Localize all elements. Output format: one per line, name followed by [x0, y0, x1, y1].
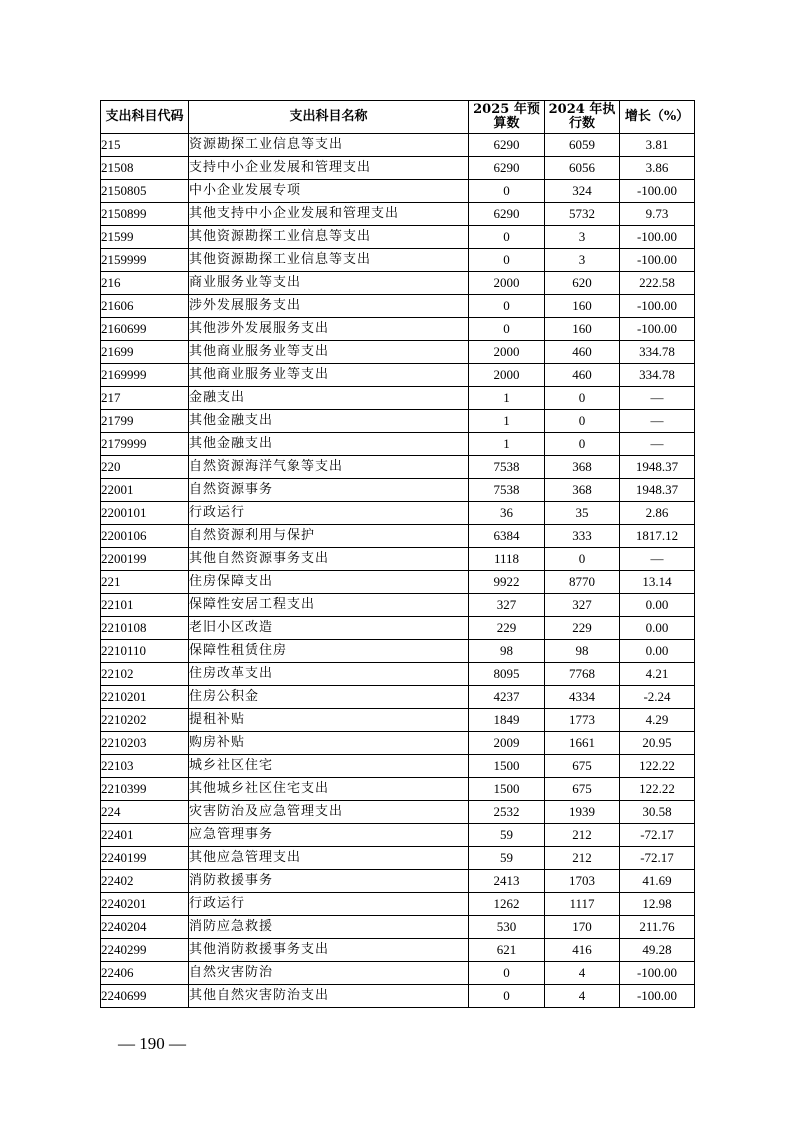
row-budget-2025-cell: 6290 [469, 157, 545, 180]
row-growth-cell: 211.76 [620, 916, 695, 939]
table-row [101, 778, 695, 801]
row-code-cell: 2160699 [101, 318, 189, 341]
table-row [101, 939, 695, 962]
row-name-cell: 购房补贴 [189, 732, 469, 755]
row-actual-2024-cell: 460 [545, 364, 620, 387]
table-row [101, 502, 695, 525]
table-row [101, 847, 695, 870]
row-name-cell: 其他金融支出 [189, 410, 469, 433]
row-growth-cell: 3.81 [620, 134, 695, 157]
row-budget-2025-cell: 6290 [469, 203, 545, 226]
table-row [101, 295, 695, 318]
row-actual-2024-cell: 368 [545, 456, 620, 479]
row-budget-2025-cell: 0 [469, 226, 545, 249]
row-name-cell: 提租补贴 [189, 709, 469, 732]
row-actual-2024-cell: 6056 [545, 157, 620, 180]
row-growth-cell: 122.22 [620, 755, 695, 778]
row-growth-cell: 122.22 [620, 778, 695, 801]
row-actual-2024-cell: 620 [545, 272, 620, 295]
table-row [101, 203, 695, 226]
row-actual-2024-cell: 1703 [545, 870, 620, 893]
row-growth-cell: -72.17 [620, 824, 695, 847]
row-name-cell: 其他支持中小企业发展和管理支出 [189, 203, 469, 226]
row-budget-2025-cell: 0 [469, 962, 545, 985]
row-actual-2024-cell: 675 [545, 778, 620, 801]
row-budget-2025-cell: 1500 [469, 778, 545, 801]
row-actual-2024-cell: 229 [545, 617, 620, 640]
row-growth-cell: 222.58 [620, 272, 695, 295]
table-row [101, 755, 695, 778]
table-row [101, 157, 695, 180]
row-actual-2024-cell: 1117 [545, 893, 620, 916]
table-row [101, 709, 695, 732]
header-name: 支出科目名称 [189, 101, 469, 134]
row-code-cell: 21606 [101, 295, 189, 318]
row-actual-2024-cell: 3 [545, 226, 620, 249]
table-row [101, 387, 695, 410]
row-growth-cell: 1948.37 [620, 456, 695, 479]
table-row [101, 318, 695, 341]
row-growth-cell: 41.69 [620, 870, 695, 893]
row-growth-cell: -100.00 [620, 295, 695, 318]
table-row [101, 134, 695, 157]
table-row [101, 433, 695, 456]
row-growth-cell: 13.14 [620, 571, 695, 594]
table-row [101, 985, 695, 1008]
table-row [101, 663, 695, 686]
row-code-cell: 2169999 [101, 364, 189, 387]
table-body [101, 134, 695, 1008]
row-growth-cell: — [620, 387, 695, 410]
row-budget-2025-cell: 36 [469, 502, 545, 525]
row-actual-2024-cell: 460 [545, 341, 620, 364]
row-actual-2024-cell: 7768 [545, 663, 620, 686]
row-growth-cell: -100.00 [620, 180, 695, 203]
row-code-cell: 224 [101, 801, 189, 824]
table-row [101, 249, 695, 272]
row-budget-2025-cell: 2000 [469, 341, 545, 364]
row-code-cell: 217 [101, 387, 189, 410]
row-growth-cell: 49.28 [620, 939, 695, 962]
row-actual-2024-cell: 0 [545, 410, 620, 433]
table-row [101, 341, 695, 364]
row-growth-cell: 2.86 [620, 502, 695, 525]
table-row [101, 548, 695, 571]
table-row [101, 640, 695, 663]
table-row [101, 893, 695, 916]
row-code-cell: 2159999 [101, 249, 189, 272]
table-row [101, 870, 695, 893]
table-row [101, 732, 695, 755]
row-actual-2024-cell: 324 [545, 180, 620, 203]
row-budget-2025-cell: 7538 [469, 456, 545, 479]
row-budget-2025-cell: 1 [469, 433, 545, 456]
header-code: 支出科目代码 [101, 101, 189, 134]
row-growth-cell: 1817.12 [620, 525, 695, 548]
row-code-cell: 22102 [101, 663, 189, 686]
row-actual-2024-cell: 416 [545, 939, 620, 962]
row-name-cell: 自然资源利用与保护 [189, 525, 469, 548]
row-growth-cell: 0.00 [620, 594, 695, 617]
row-growth-cell: 3.86 [620, 157, 695, 180]
row-code-cell: 2210108 [101, 617, 189, 640]
row-code-cell: 22101 [101, 594, 189, 617]
row-name-cell: 自然资源事务 [189, 479, 469, 502]
row-budget-2025-cell: 1 [469, 410, 545, 433]
row-code-cell: 2240699 [101, 985, 189, 1008]
row-growth-cell: -100.00 [620, 985, 695, 1008]
row-budget-2025-cell: 1849 [469, 709, 545, 732]
row-actual-2024-cell: 0 [545, 548, 620, 571]
row-name-cell: 其他资源勘探工业信息等支出 [189, 249, 469, 272]
row-growth-cell: 12.98 [620, 893, 695, 916]
row-growth-cell: -100.00 [620, 226, 695, 249]
row-name-cell: 消防救援事务 [189, 870, 469, 893]
row-actual-2024-cell: 98 [545, 640, 620, 663]
row-code-cell: 22001 [101, 479, 189, 502]
row-actual-2024-cell: 212 [545, 824, 620, 847]
row-name-cell: 城乡社区住宅 [189, 755, 469, 778]
row-name-cell: 其他涉外发展服务支出 [189, 318, 469, 341]
row-growth-cell: -100.00 [620, 962, 695, 985]
header-budget-2025: 2025 年预算数 [469, 101, 545, 134]
table-row [101, 617, 695, 640]
row-budget-2025-cell: 2000 [469, 272, 545, 295]
table-row [101, 479, 695, 502]
row-name-cell: 其他资源勘探工业信息等支出 [189, 226, 469, 249]
row-name-cell: 应急管理事务 [189, 824, 469, 847]
table-row [101, 226, 695, 249]
row-actual-2024-cell: 1773 [545, 709, 620, 732]
row-budget-2025-cell: 1262 [469, 893, 545, 916]
row-budget-2025-cell: 6290 [469, 134, 545, 157]
row-actual-2024-cell: 160 [545, 295, 620, 318]
row-code-cell: 2200106 [101, 525, 189, 548]
row-actual-2024-cell: 327 [545, 594, 620, 617]
row-code-cell: 21699 [101, 341, 189, 364]
table-row [101, 364, 695, 387]
row-name-cell: 保障性安居工程支出 [189, 594, 469, 617]
row-actual-2024-cell: 4334 [545, 686, 620, 709]
row-growth-cell: -2.24 [620, 686, 695, 709]
row-budget-2025-cell: 0 [469, 249, 545, 272]
row-name-cell: 其他商业服务业等支出 [189, 364, 469, 387]
row-budget-2025-cell: 9922 [469, 571, 545, 594]
row-code-cell: 2240204 [101, 916, 189, 939]
row-growth-cell: 334.78 [620, 364, 695, 387]
row-name-cell: 自然灾害防治 [189, 962, 469, 985]
row-name-cell: 保障性租赁住房 [189, 640, 469, 663]
table-row [101, 456, 695, 479]
row-budget-2025-cell: 4237 [469, 686, 545, 709]
row-name-cell: 其他商业服务业等支出 [189, 341, 469, 364]
row-actual-2024-cell: 5732 [545, 203, 620, 226]
row-code-cell: 21599 [101, 226, 189, 249]
row-growth-cell: 0.00 [620, 617, 695, 640]
row-code-cell: 215 [101, 134, 189, 157]
row-budget-2025-cell: 0 [469, 985, 545, 1008]
row-budget-2025-cell: 1118 [469, 548, 545, 571]
row-actual-2024-cell: 368 [545, 479, 620, 502]
row-code-cell: 2150899 [101, 203, 189, 226]
row-name-cell: 老旧小区改造 [189, 617, 469, 640]
row-budget-2025-cell: 1 [469, 387, 545, 410]
row-growth-cell: -100.00 [620, 249, 695, 272]
row-code-cell: 2200101 [101, 502, 189, 525]
row-code-cell: 2179999 [101, 433, 189, 456]
row-actual-2024-cell: 4 [545, 962, 620, 985]
row-name-cell: 消防应急救援 [189, 916, 469, 939]
row-actual-2024-cell: 675 [545, 755, 620, 778]
row-growth-cell: 1948.37 [620, 479, 695, 502]
row-budget-2025-cell: 0 [469, 318, 545, 341]
row-code-cell: 2200199 [101, 548, 189, 571]
table-row [101, 180, 695, 203]
row-code-cell: 2210202 [101, 709, 189, 732]
row-code-cell: 220 [101, 456, 189, 479]
row-code-cell: 22402 [101, 870, 189, 893]
row-code-cell: 21508 [101, 157, 189, 180]
row-name-cell: 支持中小企业发展和管理支出 [189, 157, 469, 180]
row-code-cell: 2150805 [101, 180, 189, 203]
row-budget-2025-cell: 2009 [469, 732, 545, 755]
row-growth-cell: 20.95 [620, 732, 695, 755]
row-growth-cell: — [620, 548, 695, 571]
row-code-cell: 21799 [101, 410, 189, 433]
row-code-cell: 22401 [101, 824, 189, 847]
row-actual-2024-cell: 212 [545, 847, 620, 870]
table-row [101, 410, 695, 433]
row-code-cell: 2240199 [101, 847, 189, 870]
header-growth: 增长（%） [620, 101, 695, 134]
row-growth-cell: -100.00 [620, 318, 695, 341]
row-name-cell: 其他消防救援事务支出 [189, 939, 469, 962]
row-growth-cell: 334.78 [620, 341, 695, 364]
row-actual-2024-cell: 0 [545, 433, 620, 456]
row-actual-2024-cell: 8770 [545, 571, 620, 594]
row-name-cell: 其他自然资源事务支出 [189, 548, 469, 571]
table-row [101, 571, 695, 594]
row-actual-2024-cell: 1939 [545, 801, 620, 824]
table-row [101, 594, 695, 617]
row-code-cell: 2210399 [101, 778, 189, 801]
row-actual-2024-cell: 4 [545, 985, 620, 1008]
row-growth-cell: — [620, 433, 695, 456]
row-budget-2025-cell: 530 [469, 916, 545, 939]
table-header-row [101, 101, 695, 134]
row-budget-2025-cell: 6384 [469, 525, 545, 548]
row-budget-2025-cell: 7538 [469, 479, 545, 502]
row-name-cell: 资源勘探工业信息等支出 [189, 134, 469, 157]
row-name-cell: 自然资源海洋气象等支出 [189, 456, 469, 479]
table-row [101, 272, 695, 295]
table-row [101, 824, 695, 847]
row-name-cell: 行政运行 [189, 502, 469, 525]
row-name-cell: 住房改革支出 [189, 663, 469, 686]
row-budget-2025-cell: 2000 [469, 364, 545, 387]
row-name-cell: 灾害防治及应急管理支出 [189, 801, 469, 824]
page-number: — 190 — [118, 1034, 186, 1053]
row-actual-2024-cell: 3 [545, 249, 620, 272]
row-actual-2024-cell: 170 [545, 916, 620, 939]
row-growth-cell: 4.29 [620, 709, 695, 732]
row-name-cell: 住房保障支出 [189, 571, 469, 594]
row-name-cell: 商业服务业等支出 [189, 272, 469, 295]
row-name-cell: 中小企业发展专项 [189, 180, 469, 203]
table-row [101, 962, 695, 985]
table-row [101, 525, 695, 548]
row-code-cell: 216 [101, 272, 189, 295]
row-actual-2024-cell: 35 [545, 502, 620, 525]
row-name-cell: 其他应急管理支出 [189, 847, 469, 870]
budget-table [100, 100, 695, 1008]
row-name-cell: 其他金融支出 [189, 433, 469, 456]
row-code-cell: 2210203 [101, 732, 189, 755]
row-growth-cell: 4.21 [620, 663, 695, 686]
row-budget-2025-cell: 0 [469, 295, 545, 318]
row-code-cell: 22406 [101, 962, 189, 985]
header-actual-2024: 2024 年执行数 [545, 101, 620, 134]
row-code-cell: 2210201 [101, 686, 189, 709]
row-growth-cell: — [620, 410, 695, 433]
row-growth-cell: 0.00 [620, 640, 695, 663]
row-budget-2025-cell: 59 [469, 847, 545, 870]
row-actual-2024-cell: 160 [545, 318, 620, 341]
row-budget-2025-cell: 327 [469, 594, 545, 617]
row-name-cell: 其他城乡社区住宅支出 [189, 778, 469, 801]
row-name-cell: 行政运行 [189, 893, 469, 916]
row-budget-2025-cell: 2413 [469, 870, 545, 893]
row-code-cell: 2210110 [101, 640, 189, 663]
row-budget-2025-cell: 229 [469, 617, 545, 640]
row-budget-2025-cell: 2532 [469, 801, 545, 824]
row-growth-cell: 30.58 [620, 801, 695, 824]
row-name-cell: 其他自然灾害防治支出 [189, 985, 469, 1008]
row-actual-2024-cell: 333 [545, 525, 620, 548]
row-name-cell: 金融支出 [189, 387, 469, 410]
row-code-cell: 2240201 [101, 893, 189, 916]
row-budget-2025-cell: 59 [469, 824, 545, 847]
row-growth-cell: -72.17 [620, 847, 695, 870]
row-code-cell: 221 [101, 571, 189, 594]
row-actual-2024-cell: 1661 [545, 732, 620, 755]
table-row [101, 801, 695, 824]
table-row [101, 686, 695, 709]
row-code-cell: 2240299 [101, 939, 189, 962]
row-budget-2025-cell: 98 [469, 640, 545, 663]
row-budget-2025-cell: 621 [469, 939, 545, 962]
row-actual-2024-cell: 0 [545, 387, 620, 410]
row-code-cell: 22103 [101, 755, 189, 778]
row-budget-2025-cell: 8095 [469, 663, 545, 686]
row-actual-2024-cell: 6059 [545, 134, 620, 157]
table-row [101, 916, 695, 939]
row-name-cell: 住房公积金 [189, 686, 469, 709]
row-name-cell: 涉外发展服务支出 [189, 295, 469, 318]
row-budget-2025-cell: 1500 [469, 755, 545, 778]
row-budget-2025-cell: 0 [469, 180, 545, 203]
row-growth-cell: 9.73 [620, 203, 695, 226]
